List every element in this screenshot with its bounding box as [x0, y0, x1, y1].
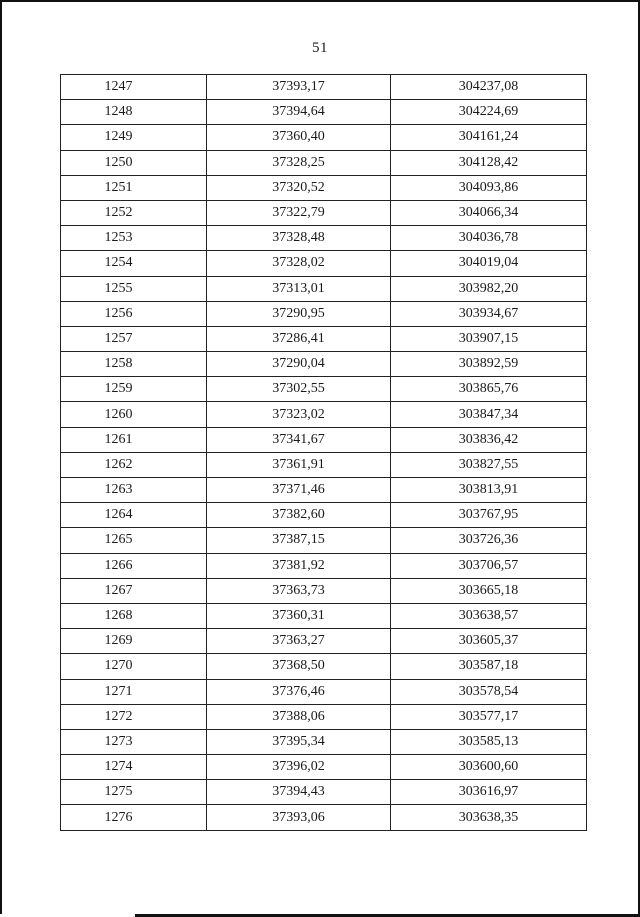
point-number-cell: 1250: [61, 150, 207, 175]
point-number-cell: 1259: [61, 377, 207, 402]
x-coordinate-cell: 37322,79: [207, 200, 391, 225]
point-number-cell: 1260: [61, 402, 207, 427]
point-number-cell: 1270: [61, 654, 207, 679]
x-coordinate-cell: 37328,02: [207, 251, 391, 276]
point-number-cell: 1264: [61, 503, 207, 528]
x-coordinate-cell: 37341,67: [207, 427, 391, 452]
point-number-cell: 1257: [61, 326, 207, 351]
y-coordinate-cell: 303587,18: [391, 654, 587, 679]
y-coordinate-cell: 303578,54: [391, 679, 587, 704]
y-coordinate-cell: 304019,04: [391, 251, 587, 276]
y-coordinate-cell: 303616,97: [391, 780, 587, 805]
point-number-cell: 1254: [61, 251, 207, 276]
scan-edge-left: [0, 0, 2, 917]
table-row: [61, 553, 587, 578]
x-coordinate-cell: 37382,60: [207, 503, 391, 528]
point-number-cell: 1252: [61, 200, 207, 225]
table-row: [61, 200, 587, 225]
table-row: [61, 679, 587, 704]
scan-edge-top: [0, 0, 640, 2]
x-coordinate-cell: 37328,48: [207, 226, 391, 251]
y-coordinate-cell: 303638,57: [391, 603, 587, 628]
point-number-cell: 1251: [61, 175, 207, 200]
table-row: [61, 75, 587, 100]
y-coordinate-cell: 304036,78: [391, 226, 587, 251]
x-coordinate-cell: 37361,91: [207, 452, 391, 477]
table-row: [61, 629, 587, 654]
y-coordinate-cell: 303706,57: [391, 553, 587, 578]
point-number-cell: 1272: [61, 704, 207, 729]
table-row: [61, 780, 587, 805]
y-coordinate-cell: 304161,24: [391, 125, 587, 150]
table-row: [61, 578, 587, 603]
coordinates-table-body: [61, 75, 587, 831]
x-coordinate-cell: 37381,92: [207, 553, 391, 578]
y-coordinate-cell: 303836,42: [391, 427, 587, 452]
y-coordinate-cell: 303907,15: [391, 326, 587, 351]
table-row: [61, 352, 587, 377]
table-row: [61, 125, 587, 150]
table-row: [61, 729, 587, 754]
y-coordinate-cell: 303577,17: [391, 704, 587, 729]
x-coordinate-cell: 37396,02: [207, 755, 391, 780]
table-row: [61, 427, 587, 452]
x-coordinate-cell: 37323,02: [207, 402, 391, 427]
x-coordinate-cell: 37320,52: [207, 175, 391, 200]
x-coordinate-cell: 37395,34: [207, 729, 391, 754]
table-row: [61, 226, 587, 251]
y-coordinate-cell: 303982,20: [391, 276, 587, 301]
table-row: [61, 755, 587, 780]
x-coordinate-cell: 37363,73: [207, 578, 391, 603]
y-coordinate-cell: 303847,34: [391, 402, 587, 427]
table-row: [61, 528, 587, 553]
y-coordinate-cell: 303892,59: [391, 352, 587, 377]
point-number-cell: 1253: [61, 226, 207, 251]
table-row: [61, 251, 587, 276]
x-coordinate-cell: 37363,27: [207, 629, 391, 654]
table-row: [61, 654, 587, 679]
table-row: [61, 402, 587, 427]
page-number: 51: [312, 40, 328, 56]
point-number-cell: 1249: [61, 125, 207, 150]
y-coordinate-cell: 303934,67: [391, 301, 587, 326]
x-coordinate-cell: 37313,01: [207, 276, 391, 301]
point-number-cell: 1266: [61, 553, 207, 578]
y-coordinate-cell: 303638,35: [391, 805, 587, 830]
point-number-cell: 1248: [61, 100, 207, 125]
point-number-cell: 1276: [61, 805, 207, 830]
point-number-cell: 1261: [61, 427, 207, 452]
y-coordinate-cell: 303605,37: [391, 629, 587, 654]
y-coordinate-cell: 303600,60: [391, 755, 587, 780]
y-coordinate-cell: 304066,34: [391, 200, 587, 225]
x-coordinate-cell: 37290,95: [207, 301, 391, 326]
x-coordinate-cell: 37394,43: [207, 780, 391, 805]
y-coordinate-cell: 303767,95: [391, 503, 587, 528]
point-number-cell: 1271: [61, 679, 207, 704]
x-coordinate-cell: 37368,50: [207, 654, 391, 679]
x-coordinate-cell: 37387,15: [207, 528, 391, 553]
y-coordinate-cell: 304237,08: [391, 75, 587, 100]
point-number-cell: 1247: [61, 75, 207, 100]
y-coordinate-cell: 303665,18: [391, 578, 587, 603]
x-coordinate-cell: 37290,04: [207, 352, 391, 377]
table-row: [61, 503, 587, 528]
table-row: [61, 100, 587, 125]
y-coordinate-cell: 303585,13: [391, 729, 587, 754]
x-coordinate-cell: 37286,41: [207, 326, 391, 351]
point-number-cell: 1258: [61, 352, 207, 377]
x-coordinate-cell: 37393,06: [207, 805, 391, 830]
y-coordinate-cell: 304093,86: [391, 175, 587, 200]
x-coordinate-cell: 37393,17: [207, 75, 391, 100]
point-number-cell: 1256: [61, 301, 207, 326]
y-coordinate-cell: 303813,91: [391, 478, 587, 503]
y-coordinate-cell: 303865,76: [391, 377, 587, 402]
point-number-cell: 1267: [61, 578, 207, 603]
x-coordinate-cell: 37360,31: [207, 603, 391, 628]
table-row: [61, 301, 587, 326]
y-coordinate-cell: 304224,69: [391, 100, 587, 125]
x-coordinate-cell: 37388,06: [207, 704, 391, 729]
table-row: [61, 326, 587, 351]
table-row: [61, 276, 587, 301]
table-row: [61, 478, 587, 503]
point-number-cell: 1273: [61, 729, 207, 754]
point-number-cell: 1274: [61, 755, 207, 780]
table-row: [61, 452, 587, 477]
table-row: [61, 805, 587, 830]
point-number-cell: 1263: [61, 478, 207, 503]
table-row: [61, 175, 587, 200]
x-coordinate-cell: 37394,64: [207, 100, 391, 125]
y-coordinate-cell: 303726,36: [391, 528, 587, 553]
point-number-cell: 1265: [61, 528, 207, 553]
y-coordinate-cell: 304128,42: [391, 150, 587, 175]
y-coordinate-cell: 303827,55: [391, 452, 587, 477]
point-number-cell: 1255: [61, 276, 207, 301]
x-coordinate-cell: 37302,55: [207, 377, 391, 402]
table-row: [61, 377, 587, 402]
point-number-cell: 1269: [61, 629, 207, 654]
x-coordinate-cell: 37376,46: [207, 679, 391, 704]
table-row: [61, 603, 587, 628]
x-coordinate-cell: 37371,46: [207, 478, 391, 503]
coordinates-table: [60, 74, 587, 831]
point-number-cell: 1268: [61, 603, 207, 628]
table-row: [61, 704, 587, 729]
table-row: [61, 150, 587, 175]
x-coordinate-cell: 37328,25: [207, 150, 391, 175]
x-coordinate-cell: 37360,40: [207, 125, 391, 150]
point-number-cell: 1262: [61, 452, 207, 477]
point-number-cell: 1275: [61, 780, 207, 805]
